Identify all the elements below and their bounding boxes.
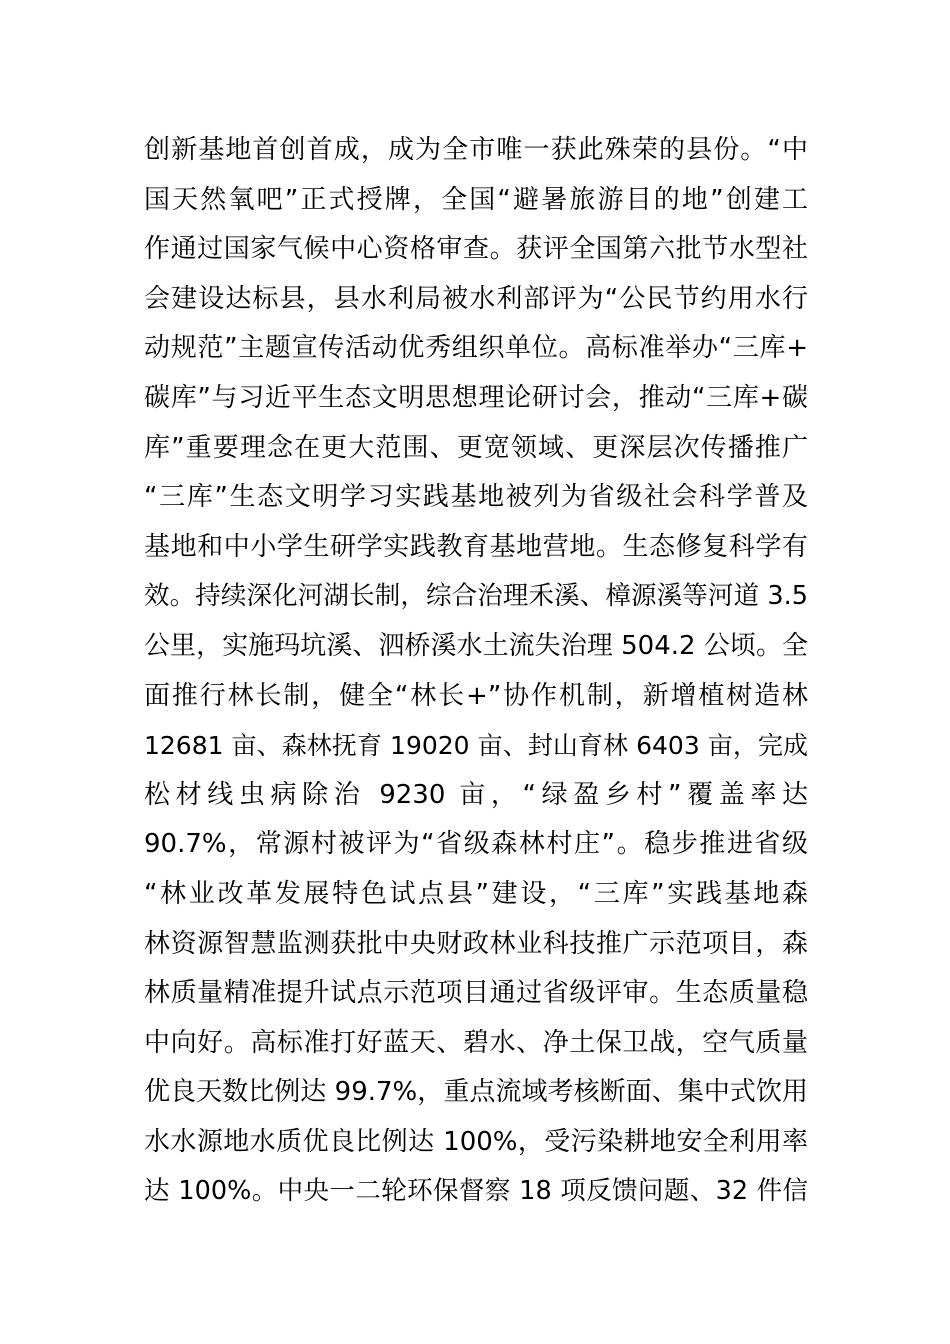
text-line: 公里，实施玛坑溪、泗桥溪水土流失治理 504.2 公顷。全 xyxy=(144,630,808,661)
text-line: 中向好。高标准打好蓝天、碧水、净土保卫战，空气质量 xyxy=(144,1027,808,1058)
text-line: “三库”生态文明学习实践基地被列为省级社会科学普及 xyxy=(144,482,808,513)
text-line: 创新基地首创首成，成为全市唯一获此殊荣的县份。“中 xyxy=(144,135,808,165)
text-line: 作通过国家气候中心资格审查。获评全国第六批节水型社 xyxy=(144,234,808,265)
text-line: “林业改革发展特色试点县”建设，“三库”实践基地森 xyxy=(144,878,808,909)
text-line: 林质量精准提升试点示范项目通过省级评审。生态质量稳 xyxy=(144,978,808,1009)
text-line: 基地和中小学生研学实践教育基地营地。生态修复科学有 xyxy=(144,531,808,562)
text-line: 优良天数比例达 99.7%，重点流域考核断面、集中式饮用 xyxy=(144,1077,808,1108)
text-line: 动规范”主题宣传活动优秀组织单位。高标准举办“三库+ xyxy=(144,333,808,364)
text-line: 水水源地水质优良比例达 100%，受污染耕地安全利用率 xyxy=(144,1126,808,1157)
text-line: 面推行林长制，健全“林长+”协作机制，新增植树造林 xyxy=(144,680,808,711)
text-line: 国天然氧吧”正式授牌，全国“避暑旅游目的地”创建工 xyxy=(144,184,808,215)
text-line: 会建设达标县，县水利局被水利部评为“公民节约用水行 xyxy=(144,283,808,314)
text-line: 12681 亩、森林抚育 19020 亩、封山育林 6403 亩，完成 xyxy=(144,731,808,761)
text-line: 达 100%。中央一二轮环保督察 18 项反馈问题、32 件信 xyxy=(144,1176,808,1207)
body-text xyxy=(144,126,808,1217)
text-line: 效。持续深化河湖长制，综合治理禾溪、樟源溪等河道 3.5 xyxy=(144,581,808,612)
text-line: 库”重要理念在更大范围、更宽领域、更深层次传播推广 xyxy=(144,432,808,463)
text-line: 林资源智慧监测获批中央财政林业科技推广示范项目，森 xyxy=(144,928,808,959)
text-line: 松材线虫病除治 9230 亩，“绿盈乡村”覆盖率达 xyxy=(144,779,808,810)
text-line: 碳库”与习近平生态文明思想理论研讨会，推动“三库+碳 xyxy=(144,382,808,413)
text-line: 90.7%，常源村被评为“省级森林村庄”。稳步推进省级 xyxy=(144,829,808,860)
